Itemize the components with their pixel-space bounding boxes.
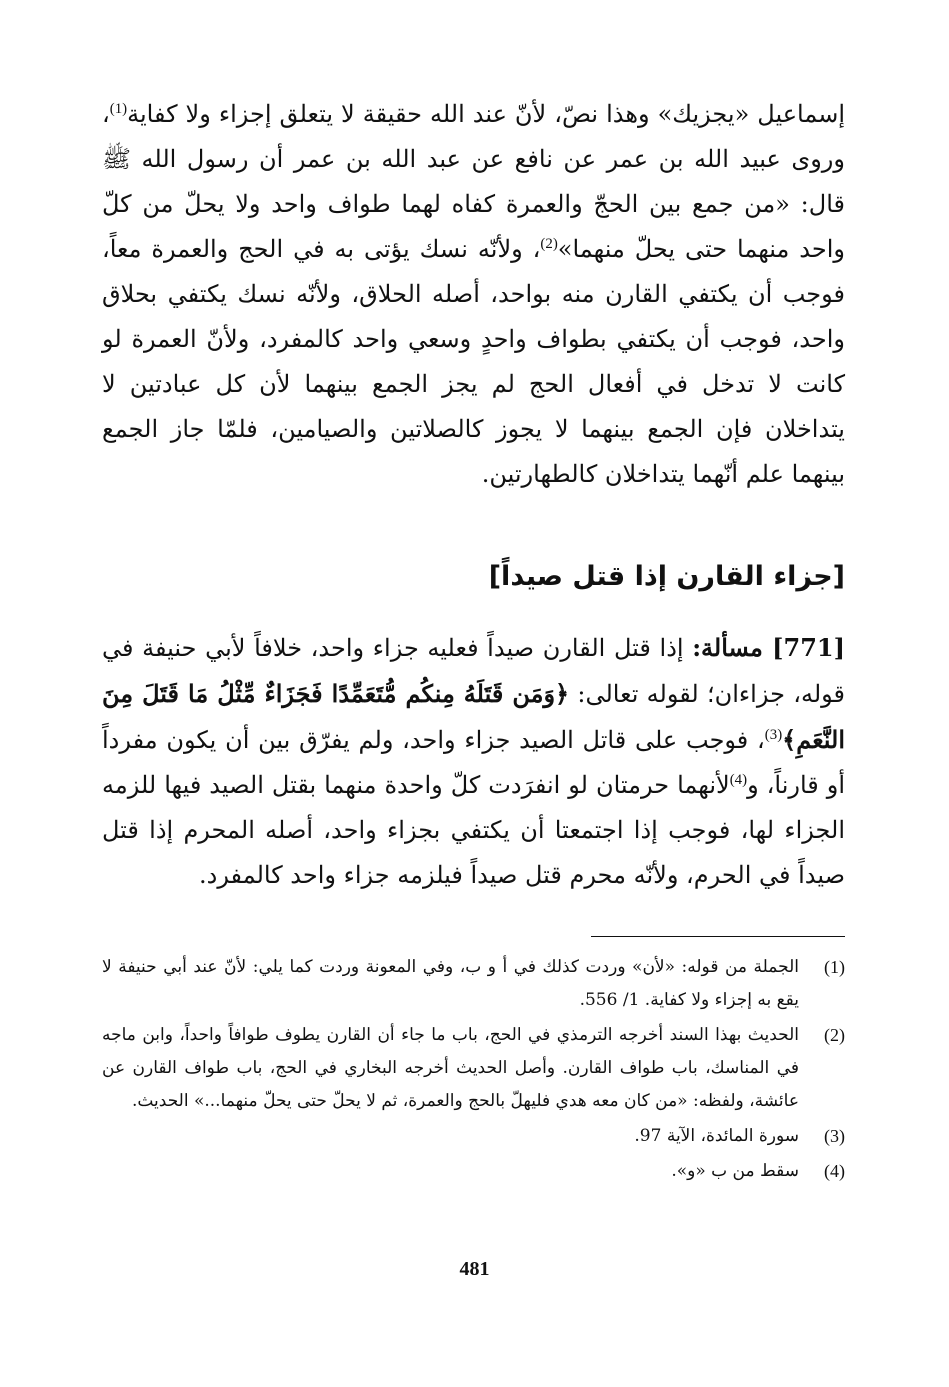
footnotes-list — [102, 951, 845, 1188]
footnote-number: (2) — [824, 1025, 845, 1045]
paragraph-text: ، وروى عبيد الله بن عمر عن نافع عن عبد الله بن عمر أن رسول الله ﷺ قال: «من جمع بين الحجّ والعمرة كفاه لهما طواف واحد ولا يحلّ من كلّ واحد منهما حتى يحلّ منهما» — [102, 100, 845, 263]
footnote-text: الجملة من قوله: «لأن» وردت كذلك في أ و ب، وفي المعونة وردت كما يلي: لأنّ عند أبي حنيفة لا يقع به إجزاء ولا كفاية. 1/ 556. — [102, 957, 799, 1010]
paragraph-text: لأنهما حرمتان لو انفرَدت كلّ واحدة منهما بقتل الصيد فيها للزمه الجزاء لها، فوجب إذا اجتمعتا أن يكتفي بجزاء واحد، أصله المحرم إذا قتل صيداً في الحرم، ولأنّه محرم قتل صيداً فيلزمه جزاء واحد كالمفرد. — [102, 771, 845, 889]
footnote-text: سقط من ب «و». — [671, 1161, 799, 1181]
footnote-ref-1[interactable]: (1) — [109, 101, 128, 117]
footnote-number: (1) — [824, 957, 845, 977]
footnote-number: (3) — [824, 1126, 845, 1146]
paragraph-hadith — [102, 92, 845, 497]
footnote-text: سورة المائدة، الآية 97. — [634, 1126, 799, 1146]
paragraph-text: إذا قتل القارن صيداً فعليه جزاء واحد، خلافاً لأبي حنيفة في قوله، جزاءان؛ لقوله تعالى: — [102, 634, 845, 708]
section-title: [جزاء القارن إذا قتل صيداً] — [488, 561, 845, 592]
footnote-number: (4) — [824, 1161, 845, 1181]
footnote-item — [102, 1155, 845, 1188]
footnote-ref-2[interactable]: (2) — [540, 236, 558, 252]
footnote-ref-3[interactable]: (3) — [764, 727, 783, 743]
masala-paragraph — [102, 625, 845, 898]
paragraph-text: ، فوجب على قاتل الصيد جزاء واحد، ولم يفرّق بين أن يكون مفرداً أو قارناً، و — [102, 726, 846, 799]
masala-label: [771] مسألة: — [692, 633, 845, 662]
footnote-ref-4[interactable]: (4) — [729, 772, 748, 788]
footnote-item — [102, 1120, 845, 1153]
page-number: 481 — [459, 1258, 490, 1280]
quran-verse: ﴿وَمَن قَتَلَهُ مِنكُم مُّتَعَمِّدًا فَجَزَاءٌ مِّثْلُ مَا قَتَلَ مِنَ النَّعَمِ﴾ — [102, 679, 845, 754]
footnote-item — [102, 1019, 845, 1118]
paragraph-text: ، ولأنّه نسك يؤتى به في الحج والعمرة معاً، فوجب أن يكتفي القارن منه بواحد، أصله الحلاق، ولأنّه نسك يكتفي بحلاق واحد، فوجب أن يكتفي بطواف واحدٍ وسعي واحد كالمفرد، ولأنّ العمرة لو كانت لا تدخل في أفعال الحج لم يجز الجمع بينهما لأن كل عبادتين لا يتداخلان فإن الجمع بينهما لا يجوز كالصلاتين والصيامين، فلمّا جاز الجمع بينهما علم أنّهما يتداخلان كالطهارتين. — [102, 235, 845, 488]
footnote-divider — [591, 936, 845, 937]
footnote-text: الحديث بهذا السند أخرجه الترمذي في الحج، باب ما جاء أن القارن يطوف طوافاً واحداً، وابن ماجه في المناسك، باب طواف القارن. وأصل الحديث أخرجه البخاري في الحج، باب طواف القارن عن عائشة، ولفظه: «من كان معه هدي فليهلّ بالحج والعمرة، ثم لا يحلّ حتى يحلّ منهما...» الحديث. — [102, 1025, 799, 1111]
page-body — [102, 92, 845, 1190]
footnote-item — [102, 951, 845, 1017]
paragraph-text: إسماعيل «يجزيك» وهذا نصّ، لأنّ عند الله حقيقة لا يتعلق إجزاء ولا كفاية — [127, 100, 845, 128]
